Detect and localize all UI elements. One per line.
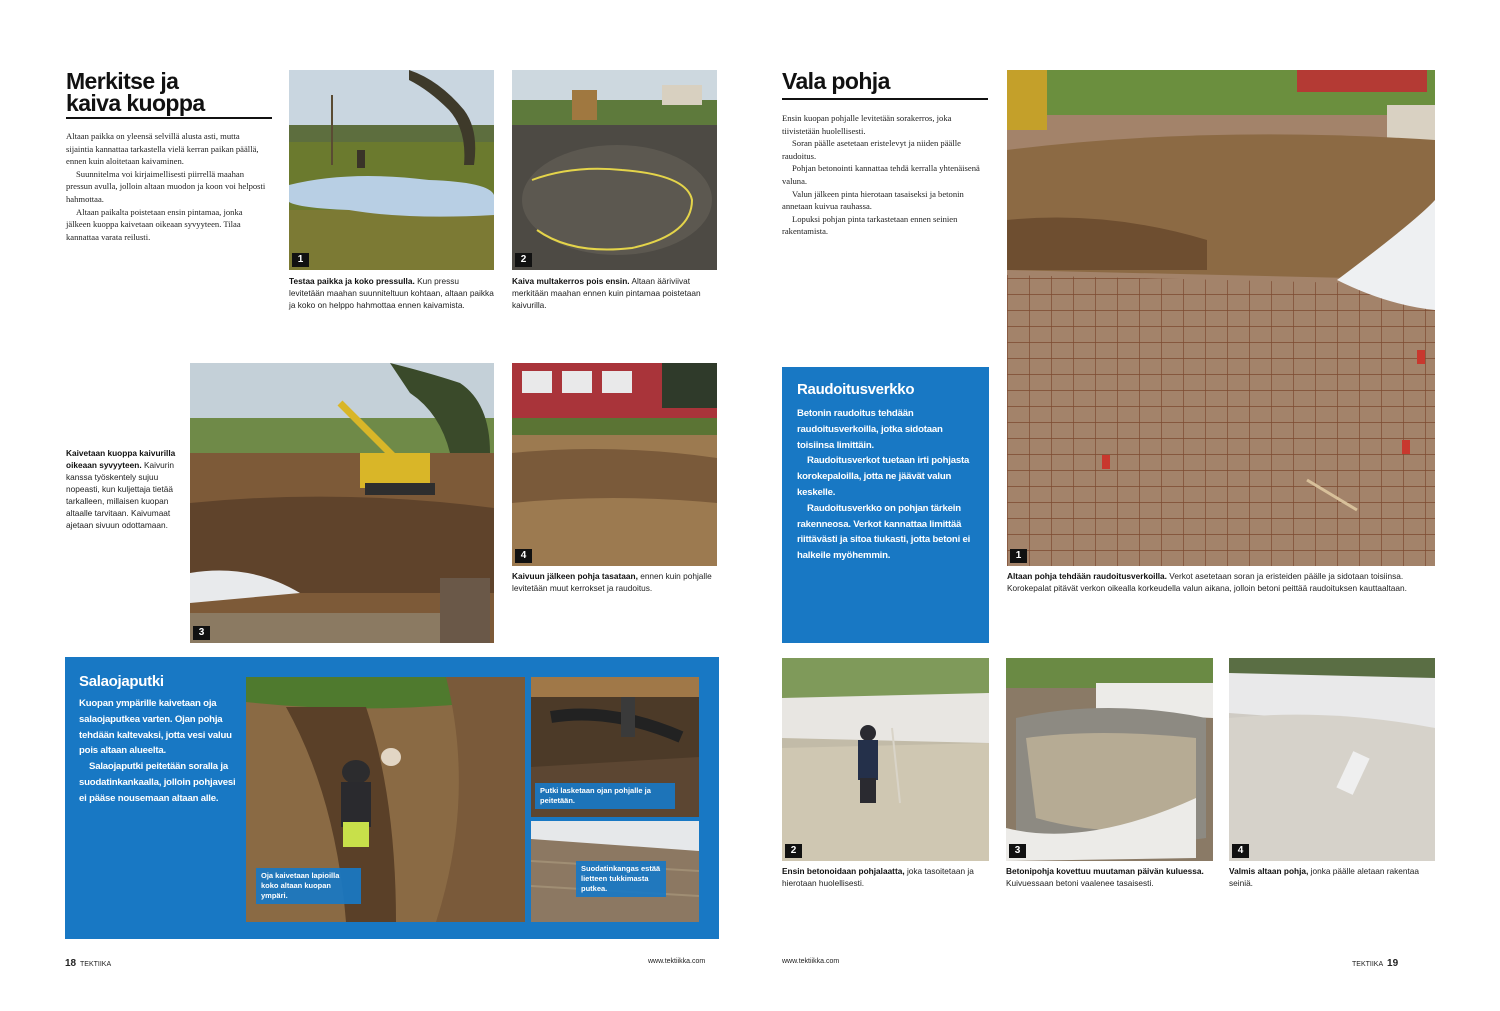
drain-box-text [79,673,239,807]
magazine-name: TEKTIIKA [80,961,112,968]
caption-bold: Kaiva multakerros pois ensin. [512,276,630,286]
title-line-1: Merkitse ja [66,68,179,94]
drain-overlay-left: Oja kaivetaan lapioilla koko altaan kuopan ympäri. [256,868,361,904]
magazine-name: TEKTIIKA [1352,961,1384,968]
photo-rebar-mesh [1007,70,1435,566]
photo-drain-fabric [531,821,699,922]
photo-number: 2 [515,253,532,267]
caption-bold: Ensin betonoidaan pohjalaatta, [782,866,905,876]
caption-text: Kuivuessaan betoni vaalenee tasaisesti. [1006,878,1154,888]
rebar-box [782,367,989,643]
caption-bold: Altaan pohja tehdään raudoitusverkoilla. [1007,571,1167,581]
intro-paragraph: Pohjan betonointi kannattaa tehdä kerralla yhtenäisenä valuna. [782,163,980,186]
section-title-kaiva [66,70,276,114]
caption-bold: Kaivetaan kuoppa kaivurilla oikeaan syvyyteen. [66,448,176,470]
photo-concrete-pour [782,658,989,861]
rebar-box-heading: Raudoitusverkko [797,381,915,398]
caption-text: Kaivurin kanssa työskentely sujuu nopeasti, kun kuljettaja tietää tarkalleen, millaisen kuopan altaalle tarvitaan. Kaivumaat ajetaan sivuun odottamaan. [66,460,174,530]
caption-bold: Testaa paikka ja koko pressulla. [289,276,415,286]
rebar-box-paragraph: Raudoitusverkot tuetaan irti pohjasta korokepaloilla, jotta ne jäävät valun keskelle. [797,455,970,498]
intro-text [66,130,266,243]
page-number: 18 [65,958,77,969]
photo-topsoil-removed [512,70,717,270]
intro-paragraph: Altaan paikalta poistetaan ensin pintamaa, jonka jälkeen kuoppa kaivetaan oikeaan syvyyteen. Tilaa kannattaa varata reilusti. [66,206,243,242]
drain-box-paragraph: Salaojaputki peitetään soralla ja suodatinkankaalla, jolloin pohjavesi ei pääse nousemaan altaan alle. [79,761,236,804]
photo-number: 4 [515,549,532,563]
section-title-vala [782,70,987,92]
intro-paragraph: Lopuksi pohjan pinta tarkastetaan ennen seinien rakentamista. [782,213,958,237]
drain-box-heading: Salaojaputki [79,673,164,690]
website-right: www.tektiikka.com [782,958,840,965]
photo-number: 2 [785,844,802,858]
folio-right [1352,958,1398,969]
photo-drain-trench [246,677,525,922]
photo-number: 3 [193,626,210,640]
photo-pit-wall [512,363,717,566]
caption-bold: Kaivuun jälkeen pohja tasataan, [512,571,638,581]
title-line-2: kaiva kuoppa [66,90,205,116]
drain-overlay-bottom-right: Suodatinkangas estää lietteen tukkimasta putkea. [576,861,666,897]
caption-photo-b4 [1229,865,1435,889]
photo-number: 3 [1009,844,1026,858]
caption-photo-main [1007,570,1435,594]
photo-number: 4 [1232,844,1249,858]
rebar-box-paragraph: Raudoitusverkko on pohjan tärkein rakenneosa. Verkot kannattaa limittää riittävästi ja sitoa tiukasti, jotta betoni ei halkeile myöhemmin. [797,502,971,562]
caption-bold: Betonipohja kovettuu muutaman päivän kuluessa. [1006,866,1204,876]
pohja-intro-text [782,112,987,238]
caption-photo-1 [289,275,494,311]
caption-text: Kun pressu levitetään maahan suunniteltuun kohtaan, altaan paikka ja koko on helppo hahmottaa ennen kaivamista. [289,276,494,310]
title-rule [782,98,988,100]
caption-photo-2 [512,275,717,311]
photo-finished-base [1229,658,1435,861]
caption-text: joka tasoitetaan ja hierotaan huolellisesti. [782,866,974,888]
intro-paragraph: Ensin kuopan pohjalle levitetään sorakerros, joka tiivistetään huolellisesti. [782,113,952,136]
intro-paragraph: Valun jälkeen pinta hierotaan tasaiseksi ja betonin annetaan kuivua rauhassa. [782,188,964,212]
photo-number: 1 [292,253,309,267]
intro-paragraph: Altaan paikka on yleensä selvillä alusta asti, mutta sijaintia kannattaa tarkastella vielä kerran paikan päällä, ennen kuin aloitetaan kaivaminen. [66,131,259,167]
drain-pipe-box [65,657,719,939]
drain-overlay-top-right: Putki lasketaan ojan pohjalle ja peitetään. [535,783,675,809]
rebar-box-text [797,381,977,564]
folio-left [65,958,111,969]
photo-number: 1 [1010,549,1027,563]
caption-photo-4 [512,570,717,594]
title-vala-pohja: Vala pohja [782,68,890,94]
photo-excavator [190,363,494,643]
caption-text: ennen kuin pohjalle levitetään muut kerrokset ja raudoitus. [512,571,712,593]
caption-bold: Valmis altaan pohja, [1229,866,1309,876]
photo-tarp-on-lawn [289,70,494,270]
intro-paragraph: Soran päälle asetetaan eristelevyt ja niiden päälle raudoitus. [782,138,961,161]
caption-photo-b2 [782,865,989,889]
drain-box-paragraph: Kuopan ympärille kaivetaan oja salaojaputkea varten. Ojan pohja tehdään kaltevaksi, jotta vesi valuu pois altaan alueelta. [79,698,232,757]
title-rule [66,117,272,119]
caption-text: Altaan ääriviivat merkitään maahan ennen kuin pintamaa poistetaan kaivurilla. [512,276,701,310]
caption-text: jonka päälle aletaan rakentaa seiniä. [1229,866,1420,888]
caption-photo-3 [66,447,181,531]
website-left: www.tektiikka.com [648,958,706,965]
photo-drain-pipe [531,677,699,817]
photo-concrete-curing [1006,658,1213,861]
rebar-box-paragraph: Betonin raudoitus tehdään raudoitusverkoilla, jotka sidotaan toisiinsa limittäin. [797,408,943,451]
caption-photo-b3 [1006,865,1213,889]
page-number: 19 [1387,958,1399,969]
intro-paragraph: Suunnitelma voi kirjaimellisesti piirrellä maahan pressun avulla, jolloin altaan muodon ja koon voi helposti hahmottaa. [66,168,266,204]
caption-text: Verkot asetetaan soran ja eristeiden päälle ja sidotaan toisiinsa. Korokepalat pitävät verkon oikealla korkeudella valun aikana, jolloin betoni peittää raudoituksen kauttaaltaan. [1007,571,1407,593]
